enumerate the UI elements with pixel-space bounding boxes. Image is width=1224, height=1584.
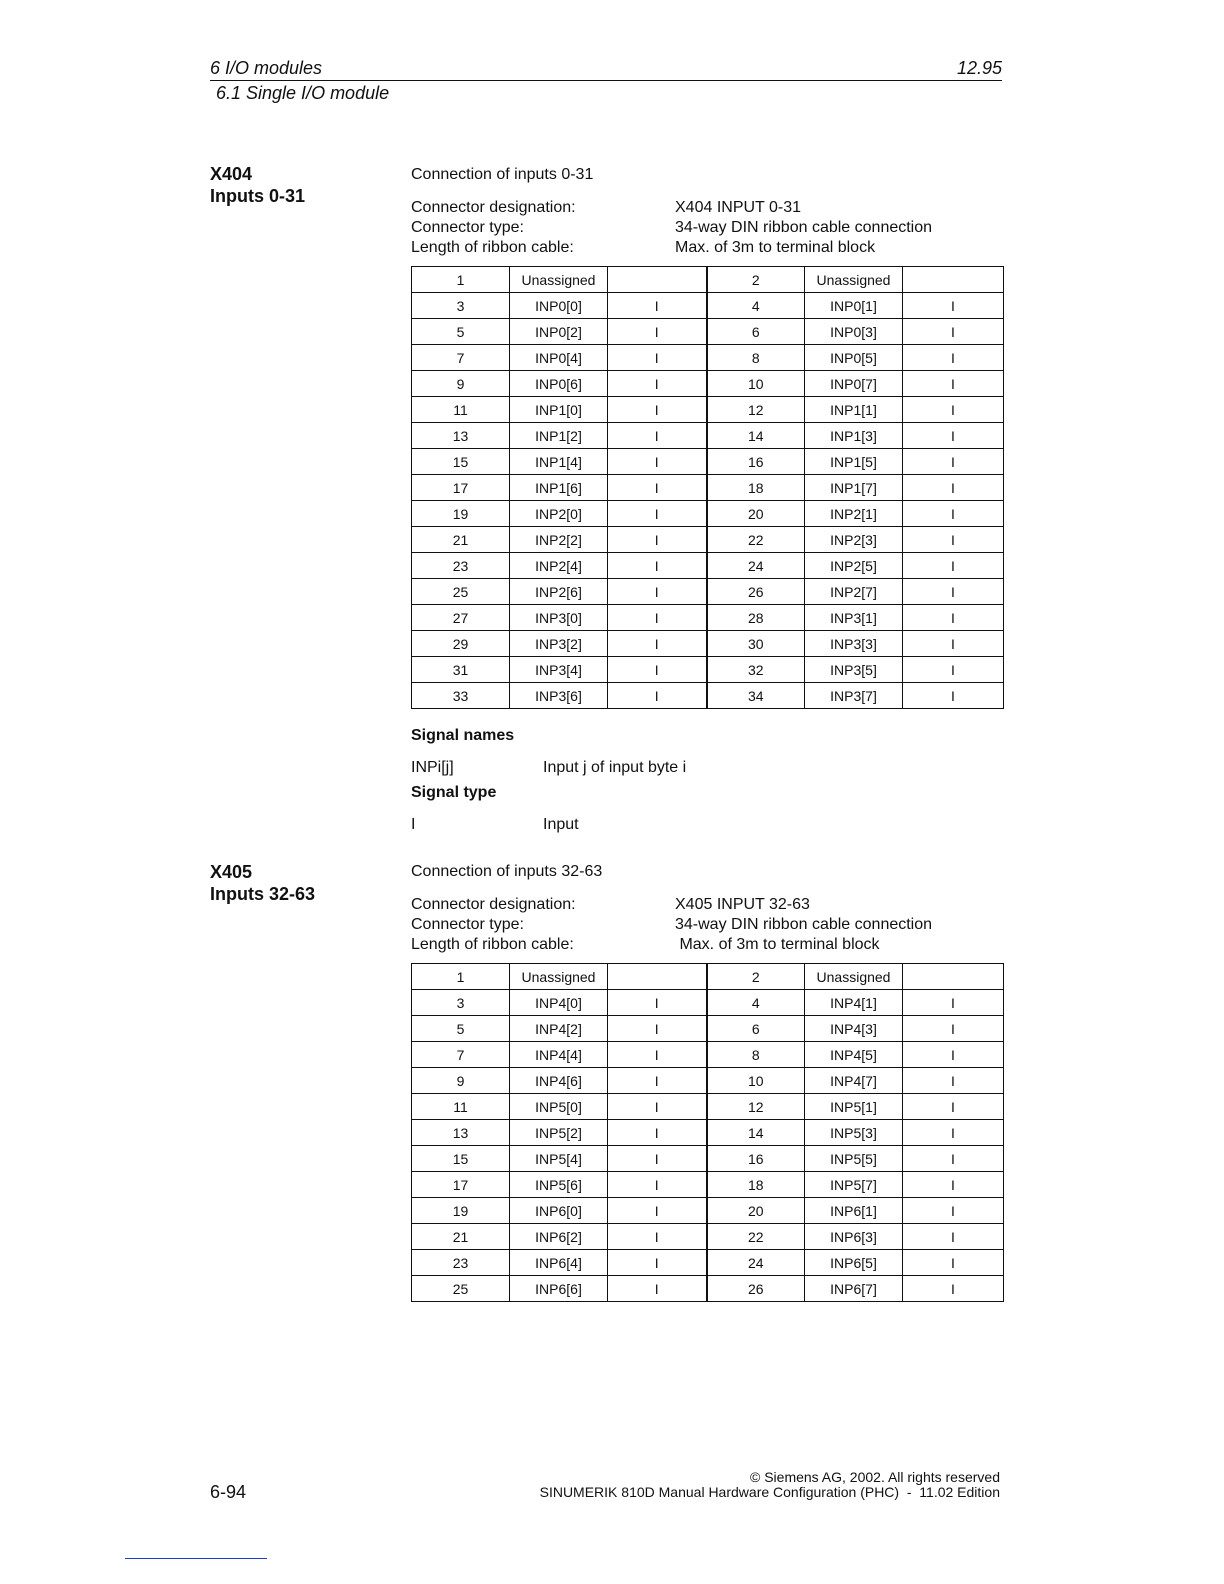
table-cell: 6: [707, 319, 805, 345]
designation-label: Connector designation:: [411, 199, 576, 216]
table-cell: 5: [412, 1016, 510, 1042]
table-cell: I: [608, 475, 707, 501]
table-row: [412, 1068, 1004, 1094]
table-cell: 20: [707, 501, 805, 527]
table-cell: I: [903, 1016, 1004, 1042]
table-cell: INP1[5]: [805, 449, 903, 475]
table-row: [412, 397, 1004, 423]
x405-intro: Connection of inputs 32-63: [411, 863, 603, 880]
table-cell: INP3[0]: [510, 605, 608, 631]
table-cell: 12: [707, 397, 805, 423]
table-cell: I: [608, 345, 707, 371]
length-label: Length of ribbon cable:: [411, 239, 574, 256]
table-cell: 3: [412, 293, 510, 319]
table-cell: INP0[3]: [805, 319, 903, 345]
signal-name-desc: Input j of input byte i: [543, 759, 687, 776]
table-cell: I: [608, 657, 707, 683]
table-cell: INP2[7]: [805, 579, 903, 605]
table-cell: 23: [412, 1250, 510, 1276]
table-row: [412, 553, 1004, 579]
table-cell: I: [903, 1094, 1004, 1120]
table-row: [412, 1094, 1004, 1120]
table-cell: INP1[1]: [805, 397, 903, 423]
table-cell: I: [608, 423, 707, 449]
table-cell: INP1[3]: [805, 423, 903, 449]
table-row: [412, 527, 1004, 553]
table-cell: I: [608, 293, 707, 319]
table-cell: 9: [412, 371, 510, 397]
table-cell: I: [903, 501, 1004, 527]
signal-type-heading: Signal type: [411, 784, 497, 801]
table-cell: 11: [412, 397, 510, 423]
table-cell: INP0[0]: [510, 293, 608, 319]
table-cell: I: [903, 449, 1004, 475]
table-cell: 7: [412, 1042, 510, 1068]
table-row: [412, 631, 1004, 657]
table-cell: INP4[4]: [510, 1042, 608, 1068]
type-value: 34-way DIN ribbon cable connection: [675, 219, 933, 236]
x405-pin-table: [411, 963, 1004, 1302]
table-cell: 23: [412, 553, 510, 579]
table-cell: 17: [412, 1172, 510, 1198]
table-row: [412, 1016, 1004, 1042]
table-cell: 18: [707, 475, 805, 501]
table-cell: I: [903, 423, 1004, 449]
table-cell: 14: [707, 1120, 805, 1146]
table-cell: 17: [412, 475, 510, 501]
table-cell: 11: [412, 1094, 510, 1120]
table-cell: I: [608, 501, 707, 527]
table-row: [412, 1198, 1004, 1224]
table-cell: INP5[2]: [510, 1120, 608, 1146]
designation-label: Connector designation:: [411, 896, 576, 913]
table-cell: INP2[3]: [805, 527, 903, 553]
table-cell: I: [903, 657, 1004, 683]
table-cell: 13: [412, 423, 510, 449]
table-cell: I: [608, 371, 707, 397]
table-cell: INP6[6]: [510, 1276, 608, 1302]
table-row: [412, 423, 1004, 449]
table-cell: I: [608, 1094, 707, 1120]
table-cell: INP2[4]: [510, 553, 608, 579]
table-cell: 19: [412, 1198, 510, 1224]
table-cell: INP3[7]: [805, 683, 903, 709]
table-cell: I: [903, 293, 1004, 319]
table-cell: 20: [707, 1198, 805, 1224]
table-cell: I: [608, 1198, 707, 1224]
length-label: Length of ribbon cable:: [411, 936, 574, 953]
table-cell: INP0[4]: [510, 345, 608, 371]
table-cell: INP5[6]: [510, 1172, 608, 1198]
table-cell: INP5[1]: [805, 1094, 903, 1120]
table-cell: I: [608, 553, 707, 579]
table-row: [412, 319, 1004, 345]
table-cell: Unassigned: [805, 267, 903, 293]
table-cell: I: [608, 1276, 707, 1302]
table-cell: I: [903, 345, 1004, 371]
table-cell: INP4[5]: [805, 1042, 903, 1068]
table-cell: I: [903, 1068, 1004, 1094]
type-value: 34-way DIN ribbon cable connection: [675, 916, 933, 933]
table-cell: INP5[7]: [805, 1172, 903, 1198]
table-cell: 1: [412, 267, 510, 293]
table-cell: INP3[1]: [805, 605, 903, 631]
x405-side-heading: [210, 861, 315, 905]
table-cell: I: [903, 371, 1004, 397]
x404-tag: X404: [210, 164, 253, 184]
table-cell: INP4[6]: [510, 1068, 608, 1094]
table-cell: I: [903, 1042, 1004, 1068]
table-cell: 32: [707, 657, 805, 683]
table-cell: INP0[5]: [805, 345, 903, 371]
table-cell: [608, 964, 707, 990]
table-cell: INP6[7]: [805, 1276, 903, 1302]
table-cell: I: [903, 1224, 1004, 1250]
table-cell: I: [608, 631, 707, 657]
table-row: [412, 475, 1004, 501]
table-row: [412, 267, 1004, 293]
x404-subtitle: Inputs 0-31: [210, 186, 306, 206]
table-cell: INP4[2]: [510, 1016, 608, 1042]
table-cell: 24: [707, 1250, 805, 1276]
table-cell: I: [608, 579, 707, 605]
table-cell: I: [903, 1198, 1004, 1224]
table-cell: 26: [707, 1276, 805, 1302]
table-cell: INP1[0]: [510, 397, 608, 423]
table-row: [412, 605, 1004, 631]
table-cell: INP2[1]: [805, 501, 903, 527]
table-cell: INP4[0]: [510, 990, 608, 1016]
table-row: [412, 1042, 1004, 1068]
signal-name-key: INPi[j]: [411, 759, 454, 776]
table-cell: 1: [412, 964, 510, 990]
table-cell: I: [903, 1276, 1004, 1302]
table-cell: I: [608, 1146, 707, 1172]
table-cell: INP2[6]: [510, 579, 608, 605]
table-cell: I: [608, 1250, 707, 1276]
chapter-title: 6 I/O modules: [210, 58, 323, 78]
table-cell: INP4[1]: [805, 990, 903, 1016]
table-cell: INP1[4]: [510, 449, 608, 475]
table-cell: I: [903, 527, 1004, 553]
table-cell: I: [608, 527, 707, 553]
version-number: 12.95: [956, 58, 1002, 78]
x405-subtitle: Inputs 32-63: [210, 884, 316, 904]
section-title: 6.1 Single I/O module: [216, 83, 390, 103]
table-cell: INP3[5]: [805, 657, 903, 683]
table-cell: Unassigned: [510, 267, 608, 293]
table-cell: INP4[3]: [805, 1016, 903, 1042]
x405-connector-info: [411, 895, 1003, 955]
table-cell: 4: [707, 293, 805, 319]
table-cell: 16: [707, 1146, 805, 1172]
table-cell: INP3[6]: [510, 683, 608, 709]
copyright-notice: © Siemens AG, 2002. All rights reserved: [750, 1469, 1000, 1485]
table-cell: INP3[2]: [510, 631, 608, 657]
length-value: Max. of 3m to terminal block: [675, 936, 880, 953]
table-cell: 12: [707, 1094, 805, 1120]
table-row: [412, 683, 1004, 709]
table-cell: 31: [412, 657, 510, 683]
table-cell: 2: [707, 964, 805, 990]
table-cell: 15: [412, 1146, 510, 1172]
table-cell: I: [608, 683, 707, 709]
table-row: [412, 1146, 1004, 1172]
table-cell: I: [608, 1224, 707, 1250]
table-row: [412, 579, 1004, 605]
table-cell: I: [608, 990, 707, 1016]
table-cell: Unassigned: [510, 964, 608, 990]
table-cell: 9: [412, 1068, 510, 1094]
table-cell: 13: [412, 1120, 510, 1146]
table-cell: 33: [412, 683, 510, 709]
table-cell: I: [903, 397, 1004, 423]
table-row: [412, 964, 1004, 990]
table-cell: INP6[5]: [805, 1250, 903, 1276]
table-cell: INP5[3]: [805, 1120, 903, 1146]
table-cell: INP2[5]: [805, 553, 903, 579]
table-cell: 6: [707, 1016, 805, 1042]
table-cell: [608, 267, 707, 293]
table-cell: 24: [707, 553, 805, 579]
table-cell: 16: [707, 449, 805, 475]
table-cell: INP0[7]: [805, 371, 903, 397]
table-cell: 27: [412, 605, 510, 631]
table-row: [412, 371, 1004, 397]
signal-type-desc: Input: [543, 816, 579, 833]
table-row: [412, 1224, 1004, 1250]
table-cell: INP3[3]: [805, 631, 903, 657]
table-row: [412, 1250, 1004, 1276]
table-cell: INP0[2]: [510, 319, 608, 345]
table-cell: I: [608, 1016, 707, 1042]
table-cell: INP3[4]: [510, 657, 608, 683]
header-rule: [210, 80, 1002, 81]
table-row: [412, 990, 1004, 1016]
table-cell: I: [608, 1172, 707, 1198]
table-cell: I: [608, 1068, 707, 1094]
table-cell: INP6[2]: [510, 1224, 608, 1250]
table-cell: INP2[0]: [510, 501, 608, 527]
table-cell: 30: [707, 631, 805, 657]
table-cell: 26: [707, 579, 805, 605]
table-cell: I: [608, 605, 707, 631]
table-cell: INP4[7]: [805, 1068, 903, 1094]
x404-pin-table: [411, 266, 1004, 709]
table-cell: 8: [707, 345, 805, 371]
table-row: [412, 1120, 1004, 1146]
table-cell: INP6[1]: [805, 1198, 903, 1224]
table-cell: 34: [707, 683, 805, 709]
table-cell: INP1[7]: [805, 475, 903, 501]
table-cell: I: [903, 579, 1004, 605]
table-cell: INP5[0]: [510, 1094, 608, 1120]
table-cell: I: [903, 990, 1004, 1016]
table-cell: I: [903, 1172, 1004, 1198]
table-row: [412, 449, 1004, 475]
table-cell: I: [903, 319, 1004, 345]
table-cell: I: [903, 631, 1004, 657]
table-cell: [903, 267, 1004, 293]
table-cell: I: [903, 475, 1004, 501]
designation-value: X405 INPUT 32-63: [675, 896, 810, 913]
table-cell: INP5[4]: [510, 1146, 608, 1172]
table-cell: I: [608, 1042, 707, 1068]
table-cell: I: [608, 397, 707, 423]
x404-connector-info: [411, 198, 1003, 258]
table-cell: INP2[2]: [510, 527, 608, 553]
table-cell: 25: [412, 579, 510, 605]
table-cell: I: [903, 553, 1004, 579]
table-cell: INP0[1]: [805, 293, 903, 319]
table-cell: 14: [707, 423, 805, 449]
table-cell: I: [903, 1146, 1004, 1172]
table-cell: 10: [707, 371, 805, 397]
table-cell: 29: [412, 631, 510, 657]
table-cell: 10: [707, 1068, 805, 1094]
table-cell: 7: [412, 345, 510, 371]
table-cell: I: [608, 449, 707, 475]
table-cell: INP1[6]: [510, 475, 608, 501]
table-row: [412, 501, 1004, 527]
table-row: [412, 657, 1004, 683]
table-cell: 15: [412, 449, 510, 475]
table-cell: I: [903, 605, 1004, 631]
table-cell: 21: [412, 527, 510, 553]
table-row: [412, 1172, 1004, 1198]
length-value: Max. of 3m to terminal block: [675, 239, 876, 256]
table-cell: 4: [707, 990, 805, 1016]
table-cell: 28: [707, 605, 805, 631]
table-cell: I: [608, 319, 707, 345]
table-cell: INP6[3]: [805, 1224, 903, 1250]
x404-intro: Connection of inputs 0-31: [411, 166, 594, 183]
table-cell: 8: [707, 1042, 805, 1068]
type-label: Connector type:: [411, 916, 524, 933]
table-cell: [903, 964, 1004, 990]
x404-side-heading: [210, 163, 305, 207]
table-cell: Unassigned: [805, 964, 903, 990]
table-cell: I: [903, 1120, 1004, 1146]
type-label: Connector type:: [411, 219, 524, 236]
table-cell: 22: [707, 1224, 805, 1250]
table-cell: 22: [707, 527, 805, 553]
table-row: [412, 1276, 1004, 1302]
table-row: [412, 345, 1004, 371]
table-cell: INP5[5]: [805, 1146, 903, 1172]
table-cell: 3: [412, 990, 510, 1016]
table-cell: 5: [412, 319, 510, 345]
table-cell: I: [903, 683, 1004, 709]
table-cell: 18: [707, 1172, 805, 1198]
signal-type-key: I: [411, 816, 416, 833]
x405-tag: X405: [210, 862, 253, 882]
table-cell: I: [608, 1120, 707, 1146]
table-row: [412, 293, 1004, 319]
table-cell: 19: [412, 501, 510, 527]
designation-value: X404 INPUT 0-31: [675, 199, 801, 216]
table-cell: INP1[2]: [510, 423, 608, 449]
table-cell: 25: [412, 1276, 510, 1302]
table-cell: INP6[4]: [510, 1250, 608, 1276]
table-cell: 21: [412, 1224, 510, 1250]
page-number: 6-94: [210, 1482, 247, 1502]
manual-title: SINUMERIK 810D Manual Hardware Configuration (PHC) - 11.02 Edition: [539, 1484, 1000, 1500]
table-cell: INP0[6]: [510, 371, 608, 397]
table-cell: INP6[0]: [510, 1198, 608, 1224]
table-cell: I: [903, 1250, 1004, 1276]
table-cell: 2: [707, 267, 805, 293]
footer-link-line: [125, 1558, 267, 1559]
signal-names-heading: Signal names: [411, 727, 515, 744]
